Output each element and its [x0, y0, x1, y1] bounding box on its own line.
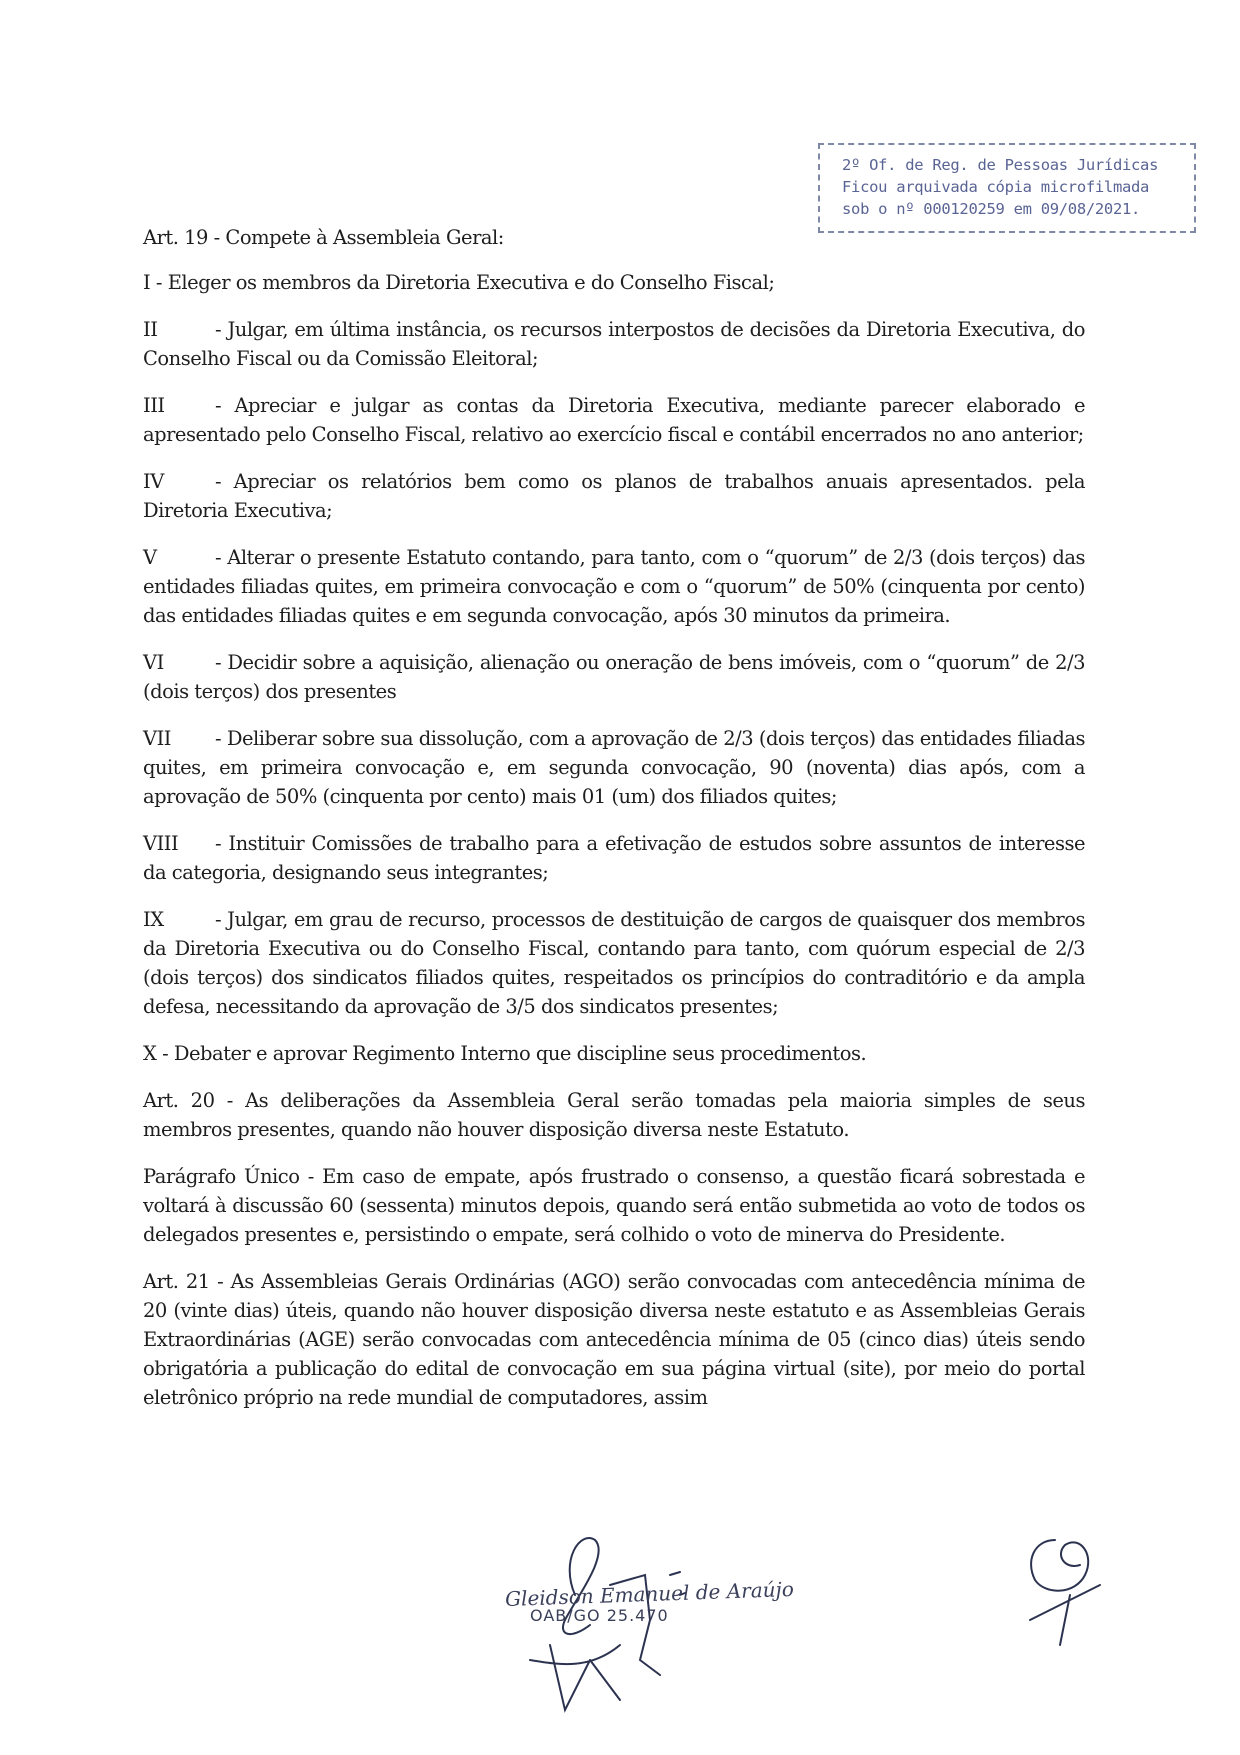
article-19-item — [143, 315, 1085, 373]
registry-stamp — [818, 143, 1196, 233]
item-number: VIII — [143, 832, 179, 855]
stamp-line-1: 2º Of. de Reg. de Pessoas Jurídicas — [842, 156, 1159, 174]
article-19-item — [143, 905, 1085, 1021]
item-text: - Julgar, em última instância, os recursos interpostos de decisões da Diretoria Executiva, do Conselho Fiscal ou da Comissão Eleitoral; — [143, 318, 1085, 370]
item-number: V — [143, 546, 157, 569]
article-21: Art. 21 - As Assembleias Gerais Ordinárias (AGO) serão convocadas com antecedência mínima de 20 (vinte dias) úteis, quando não houver disposição diversa neste estatuto e as Assembleias Gerais Extraordinárias (AGE) serão convocadas com antecedência mínima de 05 (cinco dias) úteis sendo obrigatória a publicação do edital de convocação em sua página virtual (site), por meio do portal eletrônico próprio na rede mundial de computadores, assim — [143, 1270, 1085, 1409]
stamp-line-2: Ficou arquivada cópia microfilmada — [842, 178, 1150, 196]
item-number: IX — [143, 908, 164, 931]
item-text: - Deliberar sobre sua dissolução, com a aprovação de 2/3 (dois terços) das entidades filiadas quites, em primeira convocação e, em segunda convocação, 90 (noventa) dias após, com a aprovação de 50% (cinquenta por cento) mais 01 (um) dos filiados quites; — [143, 727, 1085, 808]
item-text: - Alterar o presente Estatuto contando, para tanto, com o “quorum” de 2/3 (dois terços) das entidades filiadas quites, em primeira convocação e com o “quorum” de 50% (cinquenta por cento) das entidades filiadas quites e em segunda convocação, após 30 minutos da primeira. — [143, 546, 1085, 627]
article-19-item — [143, 467, 1085, 525]
signature-name: Gleidson Emanuel de Araújo — [504, 1576, 795, 1612]
item-number: VI — [143, 651, 164, 674]
article-19-item — [143, 648, 1085, 706]
item-number: III — [143, 394, 165, 417]
article-19-heading: Art. 19 - Compete à Assembleia Geral: — [143, 226, 504, 249]
stamp-line-3: sob o nº 000120259 em 09/08/2021. — [842, 200, 1141, 218]
item-text: - Decidir sobre a aquisição, alienação ou oneração de bens imóveis, com o “quorum” de 2/3 (dois terços) dos presentes — [143, 651, 1085, 703]
article-19-item-x: X - Debater e aprovar Regimento Interno que discipline seus procedimentos. — [143, 1042, 867, 1065]
article-19-item — [143, 724, 1085, 811]
article-19-item — [143, 543, 1085, 630]
paragrafo-unico: Parágrafo Único - Em caso de empate, após frustrado o consenso, a questão ficará sobrestada e voltará à discussão 60 (sessenta) minutos depois, quando será então submetida ao voto de todos os delegados presentes e, persistindo o empate, será colhido o voto de minerva do Presidente. — [143, 1165, 1085, 1246]
article-20: Art. 20 - As deliberações da Assembleia Geral serão tomadas pela maioria simples de seus membros presentes, quando não houver disposição diversa neste Estatuto. — [143, 1089, 1085, 1141]
item-text: - Apreciar e julgar as contas da Diretoria Executiva, mediante parecer elaborado e apresentado pelo Conselho Fiscal, relativo ao exercício fiscal e contábil encerrados no ano anterior; — [143, 394, 1085, 446]
item-number: VII — [143, 727, 171, 750]
item-text: - Apreciar os relatórios bem como os planos de trabalhos anuais apresentados. pela Diretoria Executiva; — [143, 470, 1085, 522]
article-19-item — [143, 391, 1085, 449]
item-text: - Julgar, em grau de recurso, processos de destituição de cargos de quaisquer dos membros da Diretoria Executiva ou do Conselho Fiscal, contando para tanto, com quórum especial de 2/3 (dois terços) dos sindicatos filiados quites, respeitados os princípios do contraditório e da ampla defesa, necessitando da aprovação de 3/5 dos sindicatos presentes; — [143, 908, 1085, 1018]
document-body — [143, 223, 1085, 1430]
item-number: II — [143, 318, 158, 341]
signature-oab: OAB/GO 25.470 — [530, 1606, 669, 1625]
item-text: - Instituir Comissões de trabalho para a efetivação de estudos sobre assuntos de interesse da categoria, designando seus integrantes; — [143, 832, 1085, 884]
rubric-signature — [1000, 1500, 1120, 1650]
article-19-item — [143, 829, 1085, 887]
item-number: IV — [143, 470, 164, 493]
article-19-item-1: I - Eleger os membros da Diretoria Executiva e do Conselho Fiscal; — [143, 271, 775, 294]
